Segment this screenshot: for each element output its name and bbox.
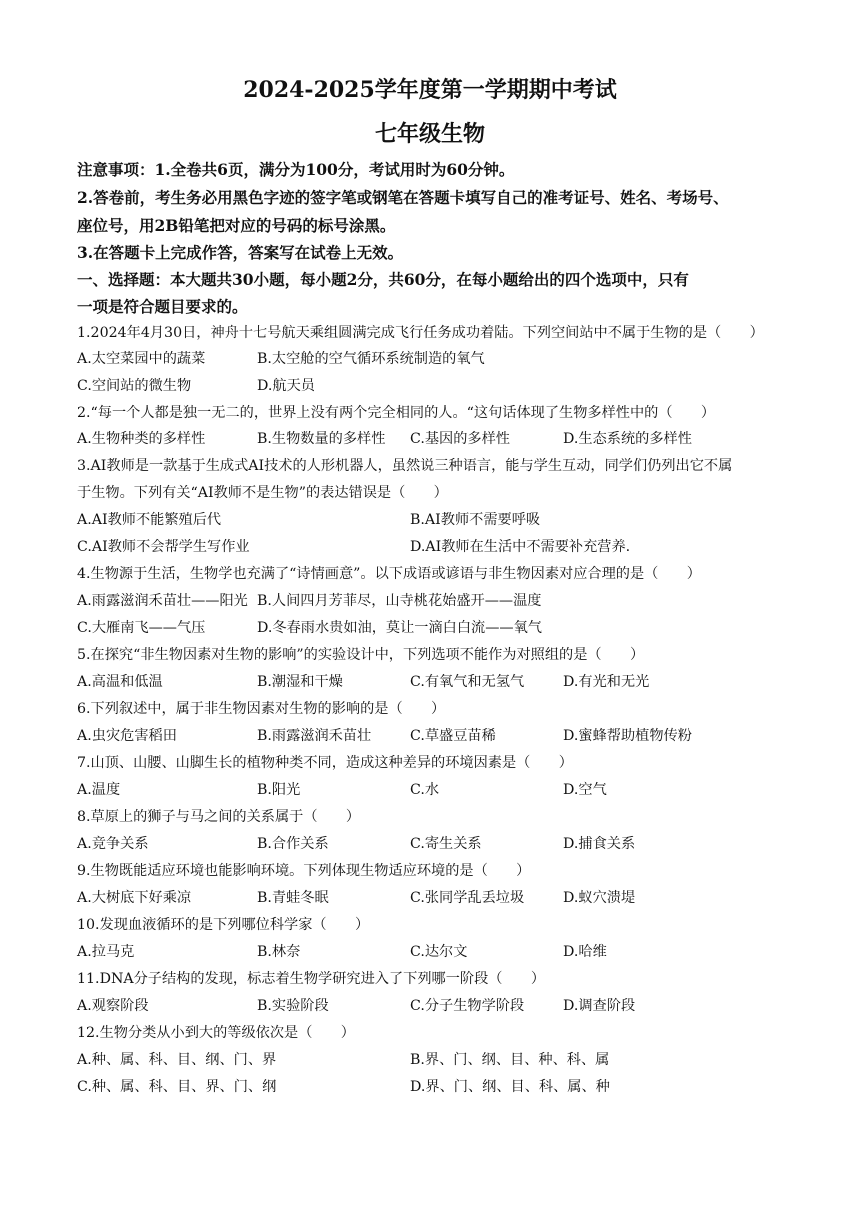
question-7-option-c[interactable]: C.水 (410, 782, 440, 798)
question-12-options-row-1 (77, 1049, 797, 1071)
question-1-options-row-1 (77, 348, 797, 370)
question-2-option-c[interactable]: C.基因的多样性 (410, 431, 510, 447)
question-11-option-a[interactable]: A.观察阶段 (77, 998, 149, 1014)
question-4-options-row-2 (77, 617, 797, 639)
exam-subject: 七年级生物 (374, 121, 485, 147)
notice-line-3: 座位号，用2B铅笔把对应的号码的标号涂黑。 (77, 216, 396, 235)
question-11-stem: 11.DNA分子结构的发现，标志着生物学研究进入了下列哪一阶段（ ） (77, 971, 546, 987)
notice-line-4: 3.在答题卡上完成作答，答案写在试卷上无效。 (77, 243, 404, 262)
question-1-option-d[interactable]: D.航天员 (257, 378, 315, 394)
question-12-stem: 12.生物分类从小到大的等级依次是（ ） (77, 1025, 355, 1041)
section-heading-line-2: 一项是符合题目要求的。 (77, 297, 248, 316)
question-2-option-a[interactable]: A.生物种类的多样性 (77, 431, 206, 447)
question-10-option-d[interactable]: D.哈维 (563, 944, 607, 960)
question-5-stem: 5.在探究“非生物因素对生物的影响”的实验设计中，下列选项不能作为对照组的是（ ） (77, 647, 645, 663)
question-5-options (77, 671, 797, 693)
question-8-stem: 8.草原上的狮子与马之间的关系属于（ ） (77, 809, 361, 825)
question-10-options (77, 941, 797, 963)
question-9-stem: 9.生物既能适应环境也能影响环境。下列体现生物适应环境的是（ ） (77, 863, 531, 879)
question-8-option-d[interactable]: D.捕食关系 (563, 836, 636, 852)
question-5-option-b[interactable]: B.潮湿和干燥 (257, 674, 343, 690)
question-4-options-row-1 (77, 590, 797, 612)
question-1-options-row-2 (77, 375, 797, 397)
question-5-option-d[interactable]: D.有光和无光 (563, 674, 650, 690)
question-1-option-c[interactable]: C.空间站的微生物 (77, 378, 192, 394)
question-3-options-row-1 (77, 509, 797, 531)
question-6-options (77, 725, 797, 747)
question-4-option-a[interactable]: A.雨露滋润禾苗壮——阳光 (77, 593, 248, 609)
question-1-stem: 1.2024年4月30日，神舟十七号航天乘组圆满完成飞行任务成功着陆。下列空间站中不属于生物的是（ ） (77, 325, 764, 341)
question-3-option-b[interactable]: B.AI教师不需要呼吸 (410, 512, 541, 528)
question-12-option-d[interactable]: D.界、门、纲、目、科、属、种 (410, 1079, 610, 1095)
question-12-options-row-2 (77, 1076, 797, 1098)
question-3-stem-line-1: 3.AI教师是一款基于生成式AI技术的人形机器人，虽然说三种语言，能与学生互动，同学们仍列出它不属 (77, 458, 733, 474)
question-11-option-c[interactable]: C.分子生物学阶段 (410, 998, 525, 1014)
question-10-option-c[interactable]: C.达尔文 (410, 944, 468, 960)
question-4-stem: 4.生物源于生活，生物学也充满了“诗情画意”。以下成语或谚语与非生物因素对应合理的是（ ） (77, 566, 701, 582)
question-10-option-a[interactable]: A.拉马克 (77, 944, 135, 960)
question-5-option-c[interactable]: C.有氧气和无氢气 (410, 674, 525, 690)
question-12-option-a[interactable]: A.种、属、科、目、纲、门、界 (77, 1052, 277, 1068)
question-9-options (77, 887, 797, 909)
question-7-option-d[interactable]: D.空气 (563, 782, 607, 798)
question-7-stem: 7.山顶、山腰、山脚生长的植物种类不同，造成这种差异的环境因素是（ ） (77, 755, 573, 771)
question-4-option-b[interactable]: B.人间四月芳菲尽，山寺桃花始盛开——温度 (257, 593, 542, 609)
notice-line-2: 2.答卷前，考生务必用黑色字迹的签字笔或钢笔在答题卡填写自己的准考证号、姓名、考场号、 (77, 188, 729, 207)
question-8-option-a[interactable]: A.竞争关系 (77, 836, 149, 852)
question-1-option-b[interactable]: B.太空舱的空气循环系统制造的氧气 (257, 351, 485, 367)
question-7-option-b[interactable]: B.阳光 (257, 782, 301, 798)
question-7-options (77, 779, 797, 801)
question-8-options (77, 833, 797, 855)
question-7-option-a[interactable]: A.温度 (77, 782, 121, 798)
question-1-option-a[interactable]: A.太空菜园中的蔬菜 (77, 351, 206, 367)
question-6-option-d[interactable]: D.蜜蜂帮助植物传粉 (563, 728, 692, 744)
question-5-option-a[interactable]: A.高温和低温 (77, 674, 163, 690)
question-2-option-d[interactable]: D.生态系统的多样性 (563, 431, 692, 447)
question-6-option-a[interactable]: A.虫灾危害稻田 (77, 728, 177, 744)
question-2-option-b[interactable]: B.生物数量的多样性 (257, 431, 386, 447)
question-9-option-c[interactable]: C.张同学乱丢垃圾 (410, 890, 525, 906)
question-6-option-b[interactable]: B.雨露滋润禾苗壮 (257, 728, 372, 744)
question-3-option-a[interactable]: A.AI教师不能繁殖后代 (77, 512, 222, 528)
question-11-options (77, 995, 797, 1017)
question-6-stem: 6.下列叙述中，属于非生物因素对生物的影响的是（ ） (77, 701, 446, 717)
question-4-option-d[interactable]: D.冬春雨水贵如油，莫让一滴白白流——氧气 (257, 620, 542, 636)
question-12-option-b[interactable]: B.界、门、纲、目、种、科、属 (410, 1052, 610, 1068)
question-11-option-d[interactable]: D.调查阶段 (563, 998, 636, 1014)
question-9-option-b[interactable]: B.青蛙冬眠 (257, 890, 329, 906)
question-3-option-c[interactable]: C.AI教师不会帮学生写作业 (77, 539, 250, 555)
question-10-stem: 10.发现血液循环的是下列哪位科学家（ ） (77, 917, 370, 933)
notice-line-1: 注意事项：1.全卷共6页，满分为100分，考试用时为60分钟。 (77, 160, 515, 179)
question-4-option-c[interactable]: C.大雁南飞——气压 (77, 620, 206, 636)
section-heading-line-1: 一、选择题：本大题共30小题，每小题2分，共60分，在每小题给出的四个选项中，只有 (77, 270, 689, 289)
question-2-stem: 2.“每一个人都是独一无二的，世界上没有两个完全相同的人。“这句话体现了生物多样性中的（ ） (77, 405, 716, 421)
question-8-option-b[interactable]: B.合作关系 (257, 836, 329, 852)
question-9-option-a[interactable]: A.大树底下好乘凉 (77, 890, 192, 906)
question-6-option-c[interactable]: C.草盛豆苗稀 (410, 728, 496, 744)
question-9-option-d[interactable]: D.蚁穴溃堤 (563, 890, 636, 906)
question-2-options (77, 428, 797, 450)
question-8-option-c[interactable]: C.寄生关系 (410, 836, 482, 852)
question-10-option-b[interactable]: B.林奈 (257, 944, 301, 960)
question-12-option-c[interactable]: C.种、属、科、目、界、门、纲 (77, 1079, 277, 1095)
question-3-stem-line-2: 于生物。下列有关“AI教师不是生物”的表达错误是（ ） (77, 485, 448, 501)
question-11-option-b[interactable]: B.实验阶段 (257, 998, 329, 1014)
question-3-options-row-2 (77, 536, 797, 558)
exam-title: 2024-2025学年度第一学期期中考试 (243, 77, 617, 103)
question-3-option-d[interactable]: D.AI教师在生活中不需要补充营养. (410, 539, 631, 555)
